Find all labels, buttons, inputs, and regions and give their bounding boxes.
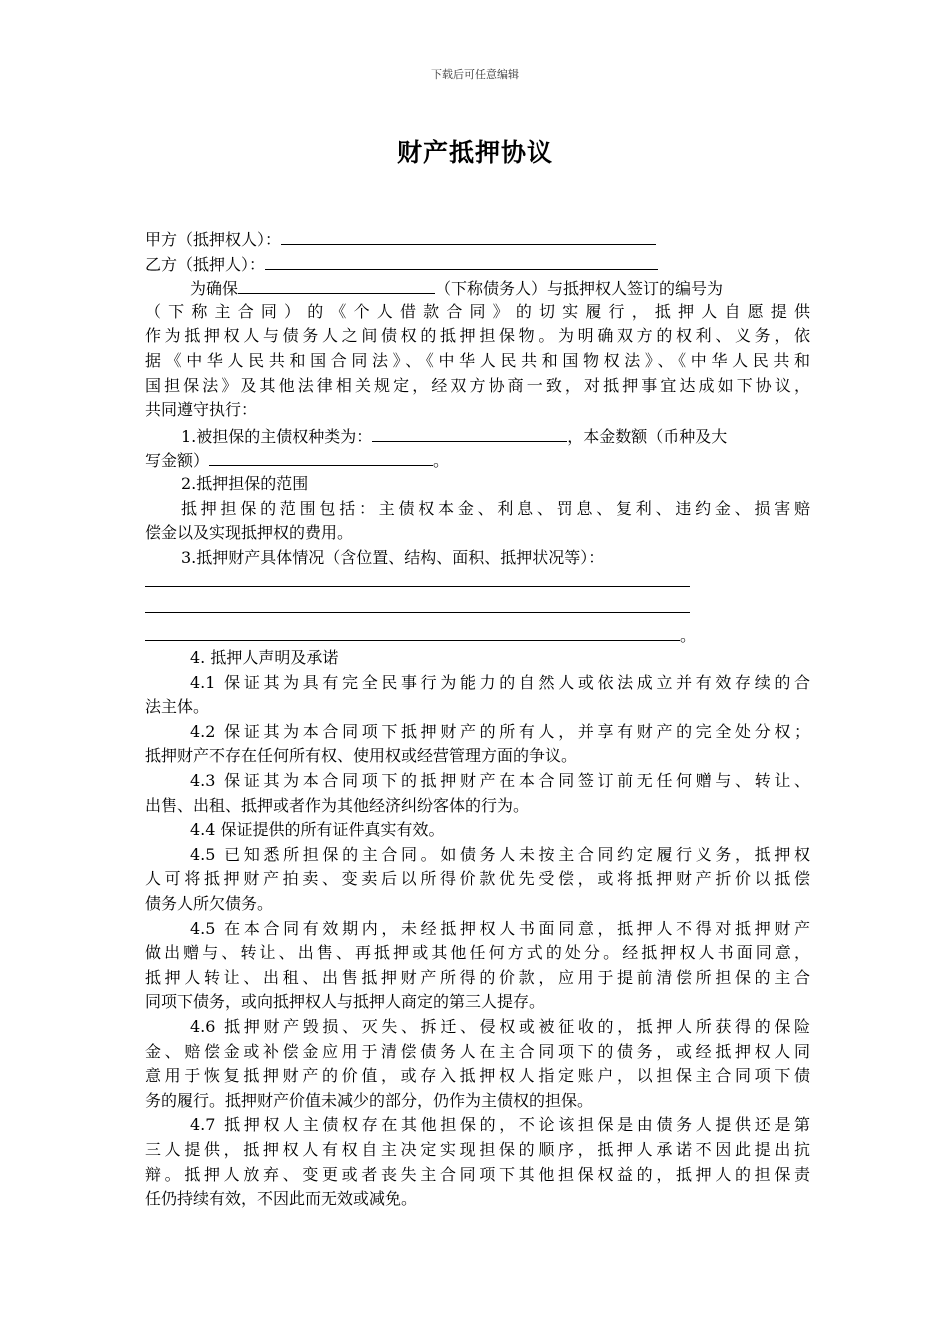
document-title: 财产抵押协议 xyxy=(396,138,553,167)
clause-4-heading: 4. 抵押人声明及承诺 xyxy=(190,648,339,668)
clause-4-item-5-line-1: 4.5 已知悉所担保的主合同。如债务人未按主合同约定履行义务，抵押权 xyxy=(190,844,810,864)
clause-4-item-8-line-3: 辩。抵押人放弃、变更或者丧失主合同项下其他担保权益的，抵押人的担保责 xyxy=(145,1164,810,1184)
clause-4-item-3-line-1: 4.3 保证其为本合同项下的抵押财产在本合同签订前无任何赠与、转让、 xyxy=(190,771,810,791)
intro-line-5: 国担保法》及其他法律相关规定，经双方协商一致，对抵押事宜达成如下协议， xyxy=(145,375,810,395)
clause-4-items xyxy=(145,671,810,1212)
intro-line-2: （下称主合同）的《个人借款合同》的切实履行，抵押人自愿提供 xyxy=(145,301,810,321)
clause-4-item-6-line-2: 做出赠与、转让、出售、再抵押或其他任何方式的处分。经抵押权人书面同意， xyxy=(145,943,810,963)
clause-1-line-1 xyxy=(145,423,810,448)
clause-4-item-8-line-4: 任仍持续有效，不因此而无效或减免。 xyxy=(145,1189,418,1209)
clause-4-item-2-line-2: 抵押财产不存在任何所有权、使用权或经营管理方面的争议。 xyxy=(145,746,578,766)
clause-3-heading: 3.抵押财产具体情况（含位置、结构、面积、抵押状况等）： xyxy=(181,547,605,567)
agreement-body xyxy=(145,226,810,1212)
clause-2-heading: 2.抵押担保的范围 xyxy=(181,473,309,493)
clause-4-item-6-line-1: 4.5 在本合同有效期内，未经抵押权人书面同意，抵押人不得对抵押财产 xyxy=(190,918,810,938)
debtor-blank[interactable] xyxy=(238,275,435,294)
clause-4-item-8-line-1: 4.7 抵押权人主债权存在其他担保的，不论该担保是由债务人提供还是第 xyxy=(190,1115,810,1135)
intro-line-3: 作为抵押权人与债务人之间债权的抵押担保物。为明确双方的权利、义务，依 xyxy=(145,326,810,346)
amount-blank[interactable] xyxy=(209,447,433,466)
intro-line-6: 共同遵守执行： xyxy=(145,400,258,420)
clause-2-line-2: 偿金以及实现抵押权的费用。 xyxy=(145,523,354,543)
header-note: 下载后可任意编辑 xyxy=(431,68,519,81)
clause-4-item-7-line-4: 务的履行。抵押财产价值未减少的部分，仍作为主债权的担保。 xyxy=(145,1090,594,1110)
clause-4-item-5-line-2: 人可将抵押财产拍卖、变卖后以所得价款优先受偿，或将抵押财产折价以抵偿 xyxy=(145,869,810,889)
clause-2-line-1: 抵押担保的范围包括：主债权本金、利息、罚息、复利、违约金、损害赔 xyxy=(181,498,810,518)
clause-4-item-3-line-2: 出售、出租、抵押或者作为其他经济纠纷客体的行为。 xyxy=(145,795,530,815)
clause-1-text: 写金额） xyxy=(145,451,210,471)
clause-3-end-mark: 。 xyxy=(680,625,697,645)
party-a-line xyxy=(145,226,810,251)
clause-4-item-7-line-1: 4.6 抵押财产毁损、灭失、拆迁、侵权或被征收的，抵押人所获得的保险 xyxy=(190,1017,810,1036)
clause-4-item-5-line-3: 债务人所欠债务。 xyxy=(145,894,274,914)
party-a-label: 甲方（抵押权人）： xyxy=(145,230,282,249)
clause-4-item-2-line-1: 4.2 保证其为本合同项下抵押财产的所有人，并享有财产的完全处分权； xyxy=(190,721,810,741)
property-blank-3-row xyxy=(145,622,810,647)
clause-4-item-6-line-4: 同项下债务，或向抵押权人与抵押人商定的第三人提存。 xyxy=(145,992,546,1012)
party-a-blank[interactable] xyxy=(281,226,656,245)
property-blank-3[interactable] xyxy=(145,622,680,641)
clause-4-item-1-line-2: 法主体。 xyxy=(145,697,210,717)
clause-4-item-4-line-1: 4.4 保证提供的所有证件真实有效。 xyxy=(190,820,445,840)
property-blank-2[interactable] xyxy=(145,596,690,613)
clause-1-text: ，本金数额（币种及大 xyxy=(567,426,728,446)
clause-1-text: 1.被担保的主债权种类为： xyxy=(181,426,373,446)
clause-4-item-7-line-2: 金、赔偿金或补偿金应用于清偿债务人在主合同项下的债务，或经抵押权人同 xyxy=(145,1041,810,1061)
party-b-label: 乙方（抵押人）： xyxy=(145,254,266,274)
clause-4-item-8-line-2: 三人提供，抵押权人有权自主决定实现担保的顺序，抵押人承诺不因此提出抗 xyxy=(145,1139,810,1159)
property-blank-1[interactable] xyxy=(145,570,690,587)
intro-line-1 xyxy=(145,275,810,300)
clause-1-text: 。 xyxy=(433,451,450,471)
clause-4-item-7-line-3: 意用于恢复抵押财产的价值，或存入抵押权人指定账户，以担保主合同项下债 xyxy=(145,1066,810,1086)
debt-type-blank[interactable] xyxy=(372,423,567,442)
intro-text: （下称债务人）与抵押权人签订的编号为 xyxy=(435,279,724,299)
clause-4-item-1-line-1: 4.1 保证其为具有完全民事行为能力的自然人或依法成立并有效存续的合 xyxy=(190,672,810,692)
party-b-blank[interactable] xyxy=(265,251,658,270)
party-b-line xyxy=(145,251,810,276)
clause-4-item-6-line-3: 抵押人转让、出租、出售抵押财产所得的价款，应用于提前清偿所担保的主合 xyxy=(145,967,810,987)
clause-1-line-2 xyxy=(145,447,810,472)
intro-line-4: 据《中华人民共和国合同法》、《中华人民共和国物权法》、《中华人民共和 xyxy=(145,350,810,370)
intro-text: 为确保 xyxy=(190,279,239,299)
